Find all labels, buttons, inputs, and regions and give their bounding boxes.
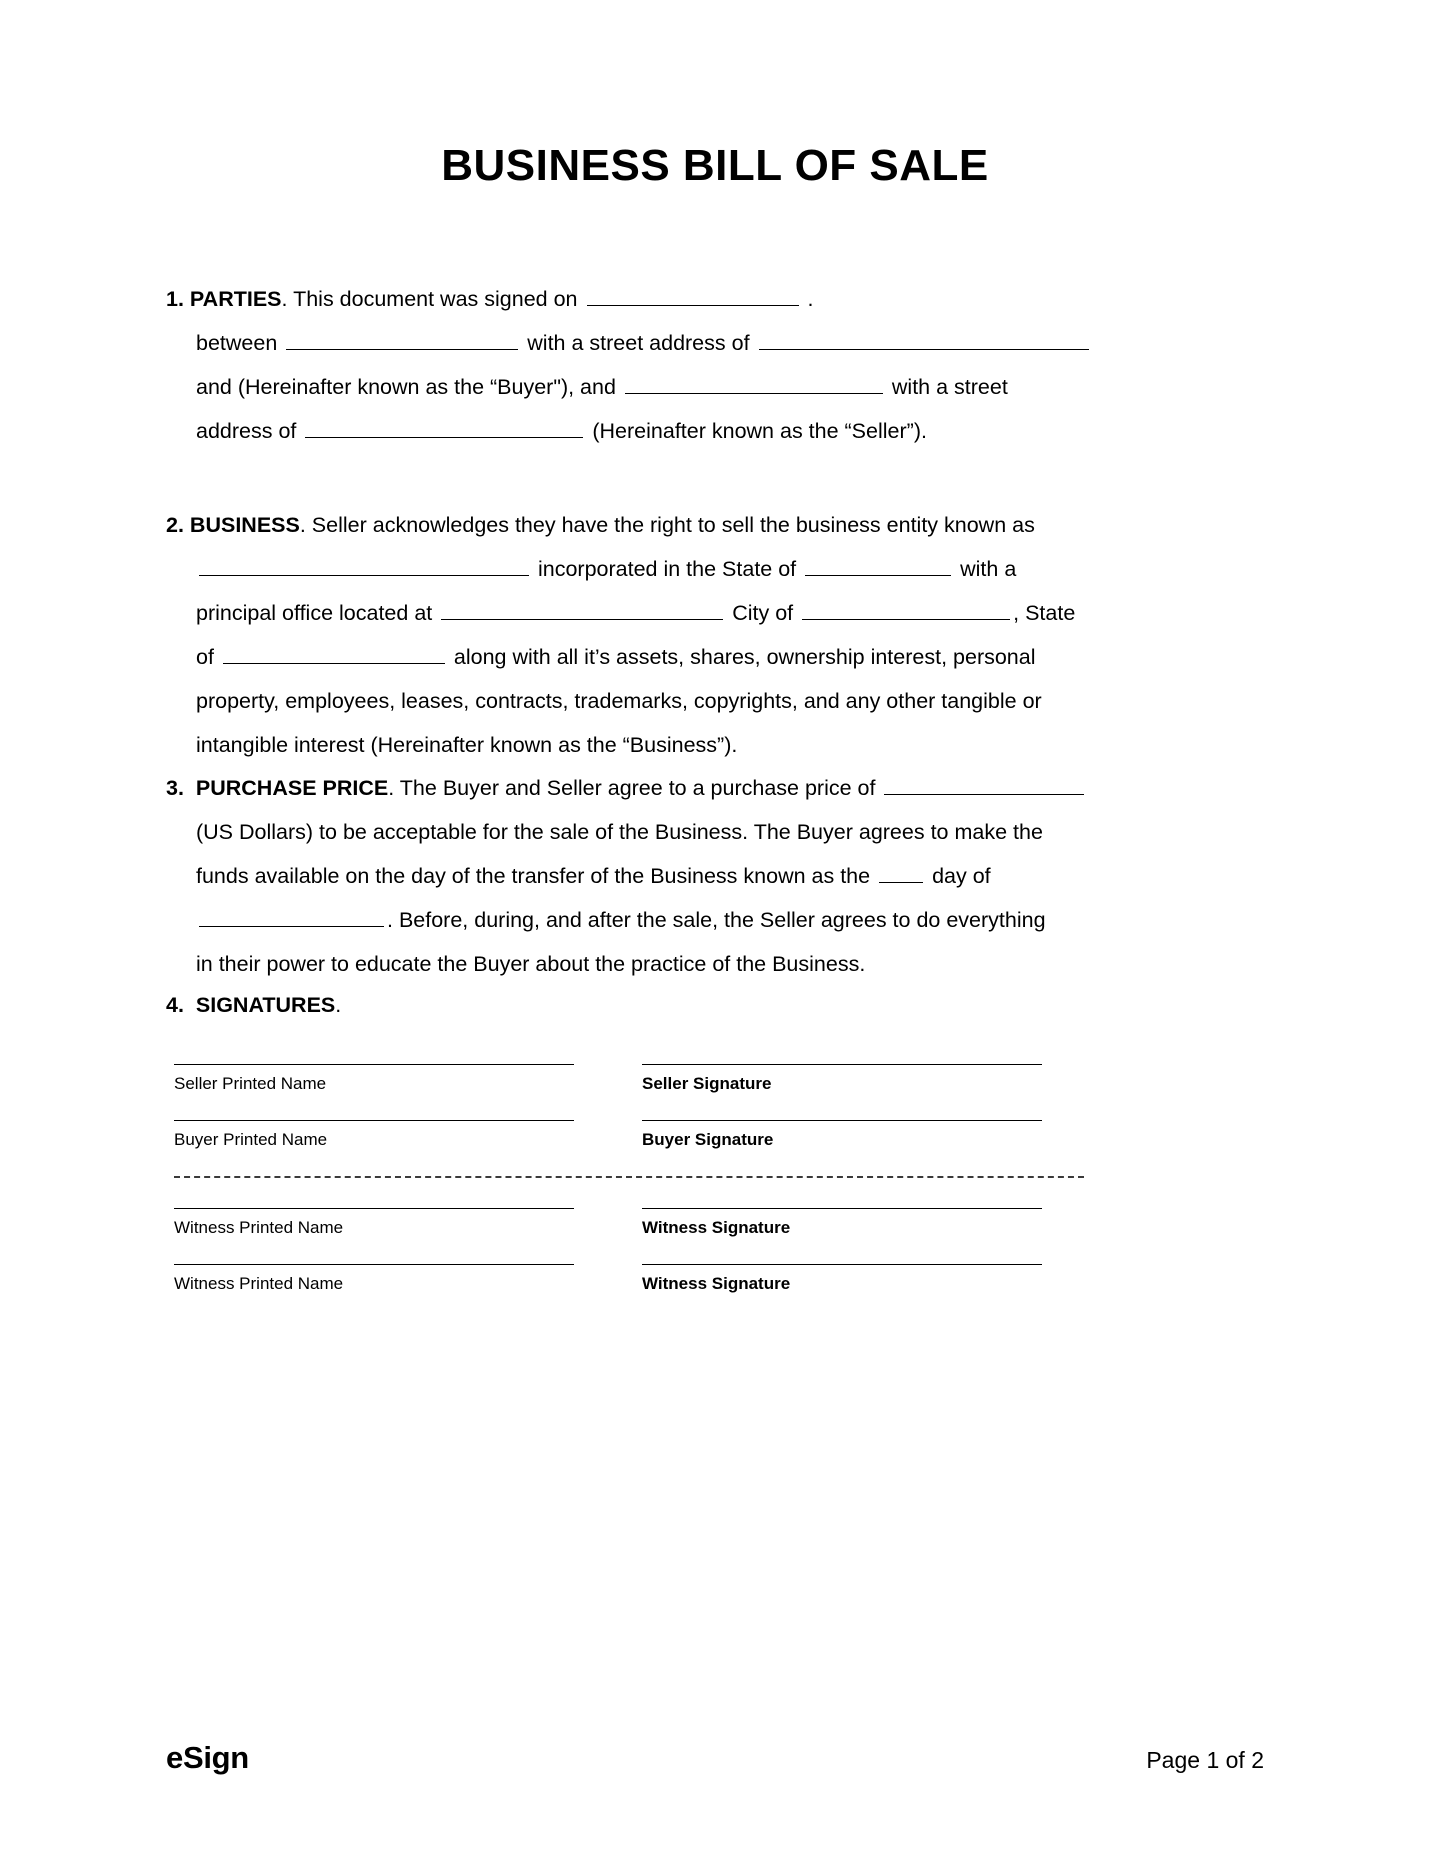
buyer-name-blank[interactable] [286, 330, 518, 350]
seller-name-blank[interactable] [625, 374, 883, 394]
price-number: 3. [166, 776, 184, 800]
clause-business [166, 503, 1276, 767]
witness-grid [174, 1208, 1084, 1296]
parties-line-1 [166, 277, 1276, 321]
witness2-signature-field[interactable] [642, 1264, 1042, 1296]
parties-text-6: with a street [891, 375, 1008, 399]
business-line-6 [166, 723, 1276, 767]
price-line-1 [166, 766, 1276, 810]
price-heading: PURCHASE PRICE [195, 776, 389, 800]
page-number: Page 1 of 2 [1146, 1747, 1264, 1773]
business-text-2: incorporated in the State of [537, 557, 797, 581]
witness2-printed-name-label: Witness Printed Name [174, 1274, 344, 1293]
price-text-6: in their power to educate the Buyer about the practice of the Business. [196, 952, 866, 976]
parties-text-4: with a street address of [527, 331, 750, 355]
section-divider [174, 1176, 1084, 1178]
business-text-7: of [196, 645, 214, 669]
seller-address-blank[interactable] [305, 418, 583, 438]
buyer-printed-name-rule[interactable] [174, 1120, 574, 1121]
witness2-printed-name-field[interactable] [174, 1264, 574, 1296]
buyer-signature-field[interactable] [642, 1120, 1042, 1152]
signatures-number: 4. [166, 993, 184, 1017]
clause-parties [166, 277, 1276, 453]
business-line-3 [166, 591, 1276, 635]
seller-printed-name-field[interactable] [174, 1064, 574, 1096]
business-text-6: , State [1013, 601, 1076, 625]
parties-line-2 [166, 321, 1276, 365]
parties-number: 1. [166, 287, 184, 311]
price-line-5 [166, 942, 1276, 986]
buyer-printed-name-field[interactable] [174, 1120, 574, 1152]
business-state-blank[interactable] [805, 556, 951, 576]
clause-purchase-price [166, 766, 1276, 986]
transfer-day-blank[interactable] [879, 863, 923, 883]
business-text-9: property, employees, leases, contracts, trademarks, copyrights, and any other tangible or [196, 689, 1042, 713]
price-line-3 [166, 854, 1276, 898]
clause-signatures [166, 990, 1276, 1320]
seller-signature-label: Seller Signature [642, 1074, 772, 1093]
witness1-printed-name-field[interactable] [174, 1208, 574, 1240]
business-text-5: City of [732, 601, 794, 625]
principal-office-blank[interactable] [441, 600, 723, 620]
business-entity-blank[interactable] [199, 556, 529, 576]
state-blank[interactable] [223, 644, 445, 664]
business-heading: BUSINESS [189, 513, 300, 537]
price-text-2: (US Dollars) to be acceptable for the sale of the Business. The Buyer agrees to make the [196, 820, 1043, 844]
witness2-signature-rule[interactable] [642, 1264, 1042, 1265]
price-text-3: funds available on the day of the transfer of the Business known as the [196, 864, 871, 888]
witness1-printed-name-label: Witness Printed Name [174, 1218, 344, 1237]
parties-line-4 [166, 409, 1276, 453]
parties-text-7: address of [196, 419, 297, 443]
signature-row-buyer [174, 1120, 1084, 1152]
price-text-4: day of [932, 864, 991, 888]
parties-text-5: and (Hereinafter known as the “Buyer"), and [196, 375, 616, 399]
witness1-signature-label: Witness Signature [642, 1218, 791, 1237]
parties-text-8: (Hereinafter known as the “Seller”). [592, 419, 927, 443]
parties-text-1: . This document was signed on [281, 287, 578, 311]
parties-text-3: between [196, 331, 278, 355]
price-text-5: . Before, during, and after the sale, the Seller agrees to do everything [387, 908, 1046, 932]
buyer-address-blank[interactable] [759, 330, 1089, 350]
business-text-1: . Seller acknowledges they have the right to sell the business entity known as [299, 513, 1035, 537]
business-text-4: principal office located at [196, 601, 433, 625]
seller-printed-name-rule[interactable] [174, 1064, 574, 1065]
esign-logo: eSign [166, 1740, 249, 1775]
witness1-signature-rule[interactable] [642, 1208, 1042, 1209]
signature-row-witness-1 [174, 1208, 1084, 1240]
signatures-heading-line [166, 990, 1276, 1020]
business-text-8: along with all it’s assets, shares, ownership interest, personal [453, 645, 1036, 669]
parties-heading: PARTIES [189, 287, 282, 311]
page-title: BUSINESS BILL OF SALE [441, 141, 989, 190]
buyer-signature-rule[interactable] [642, 1120, 1042, 1121]
business-number: 2. [166, 513, 184, 537]
business-text-3: with a [960, 557, 1017, 581]
price-line-4 [166, 898, 1276, 942]
purchase-price-blank[interactable] [884, 775, 1084, 795]
price-line-2 [166, 810, 1276, 854]
signature-row-seller [174, 1064, 1084, 1096]
seller-signature-rule[interactable] [642, 1064, 1042, 1065]
signatures-heading: SIGNATURES [195, 993, 336, 1017]
witness2-signature-label: Witness Signature [642, 1274, 791, 1293]
buyer-printed-name-label: Buyer Printed Name [174, 1130, 328, 1149]
business-line-2 [166, 547, 1276, 591]
business-text-10: intangible interest (Hereinafter known as the “Business”). [196, 733, 738, 757]
city-blank[interactable] [802, 600, 1010, 620]
parties-text-2: . [807, 287, 814, 311]
seller-printed-name-label: Seller Printed Name [174, 1074, 327, 1093]
business-line-5 [166, 679, 1276, 723]
signature-row-witness-2 [174, 1264, 1084, 1296]
page-footer [0, 1700, 1430, 1850]
signing-date-blank[interactable] [587, 286, 799, 306]
signatures-period: . [335, 993, 342, 1017]
parties-line-3 [166, 365, 1276, 409]
witness1-printed-name-rule[interactable] [174, 1208, 574, 1209]
transfer-month-blank[interactable] [199, 907, 384, 927]
witness2-printed-name-rule[interactable] [174, 1264, 574, 1265]
witness1-signature-field[interactable] [642, 1208, 1042, 1240]
price-text-1: . The Buyer and Seller agree to a purchase price of [388, 776, 876, 800]
business-line-1 [166, 503, 1276, 547]
buyer-signature-label: Buyer Signature [642, 1130, 774, 1149]
seller-signature-field[interactable] [642, 1064, 1042, 1096]
signature-grid [174, 1064, 1084, 1152]
business-line-4 [166, 635, 1276, 679]
